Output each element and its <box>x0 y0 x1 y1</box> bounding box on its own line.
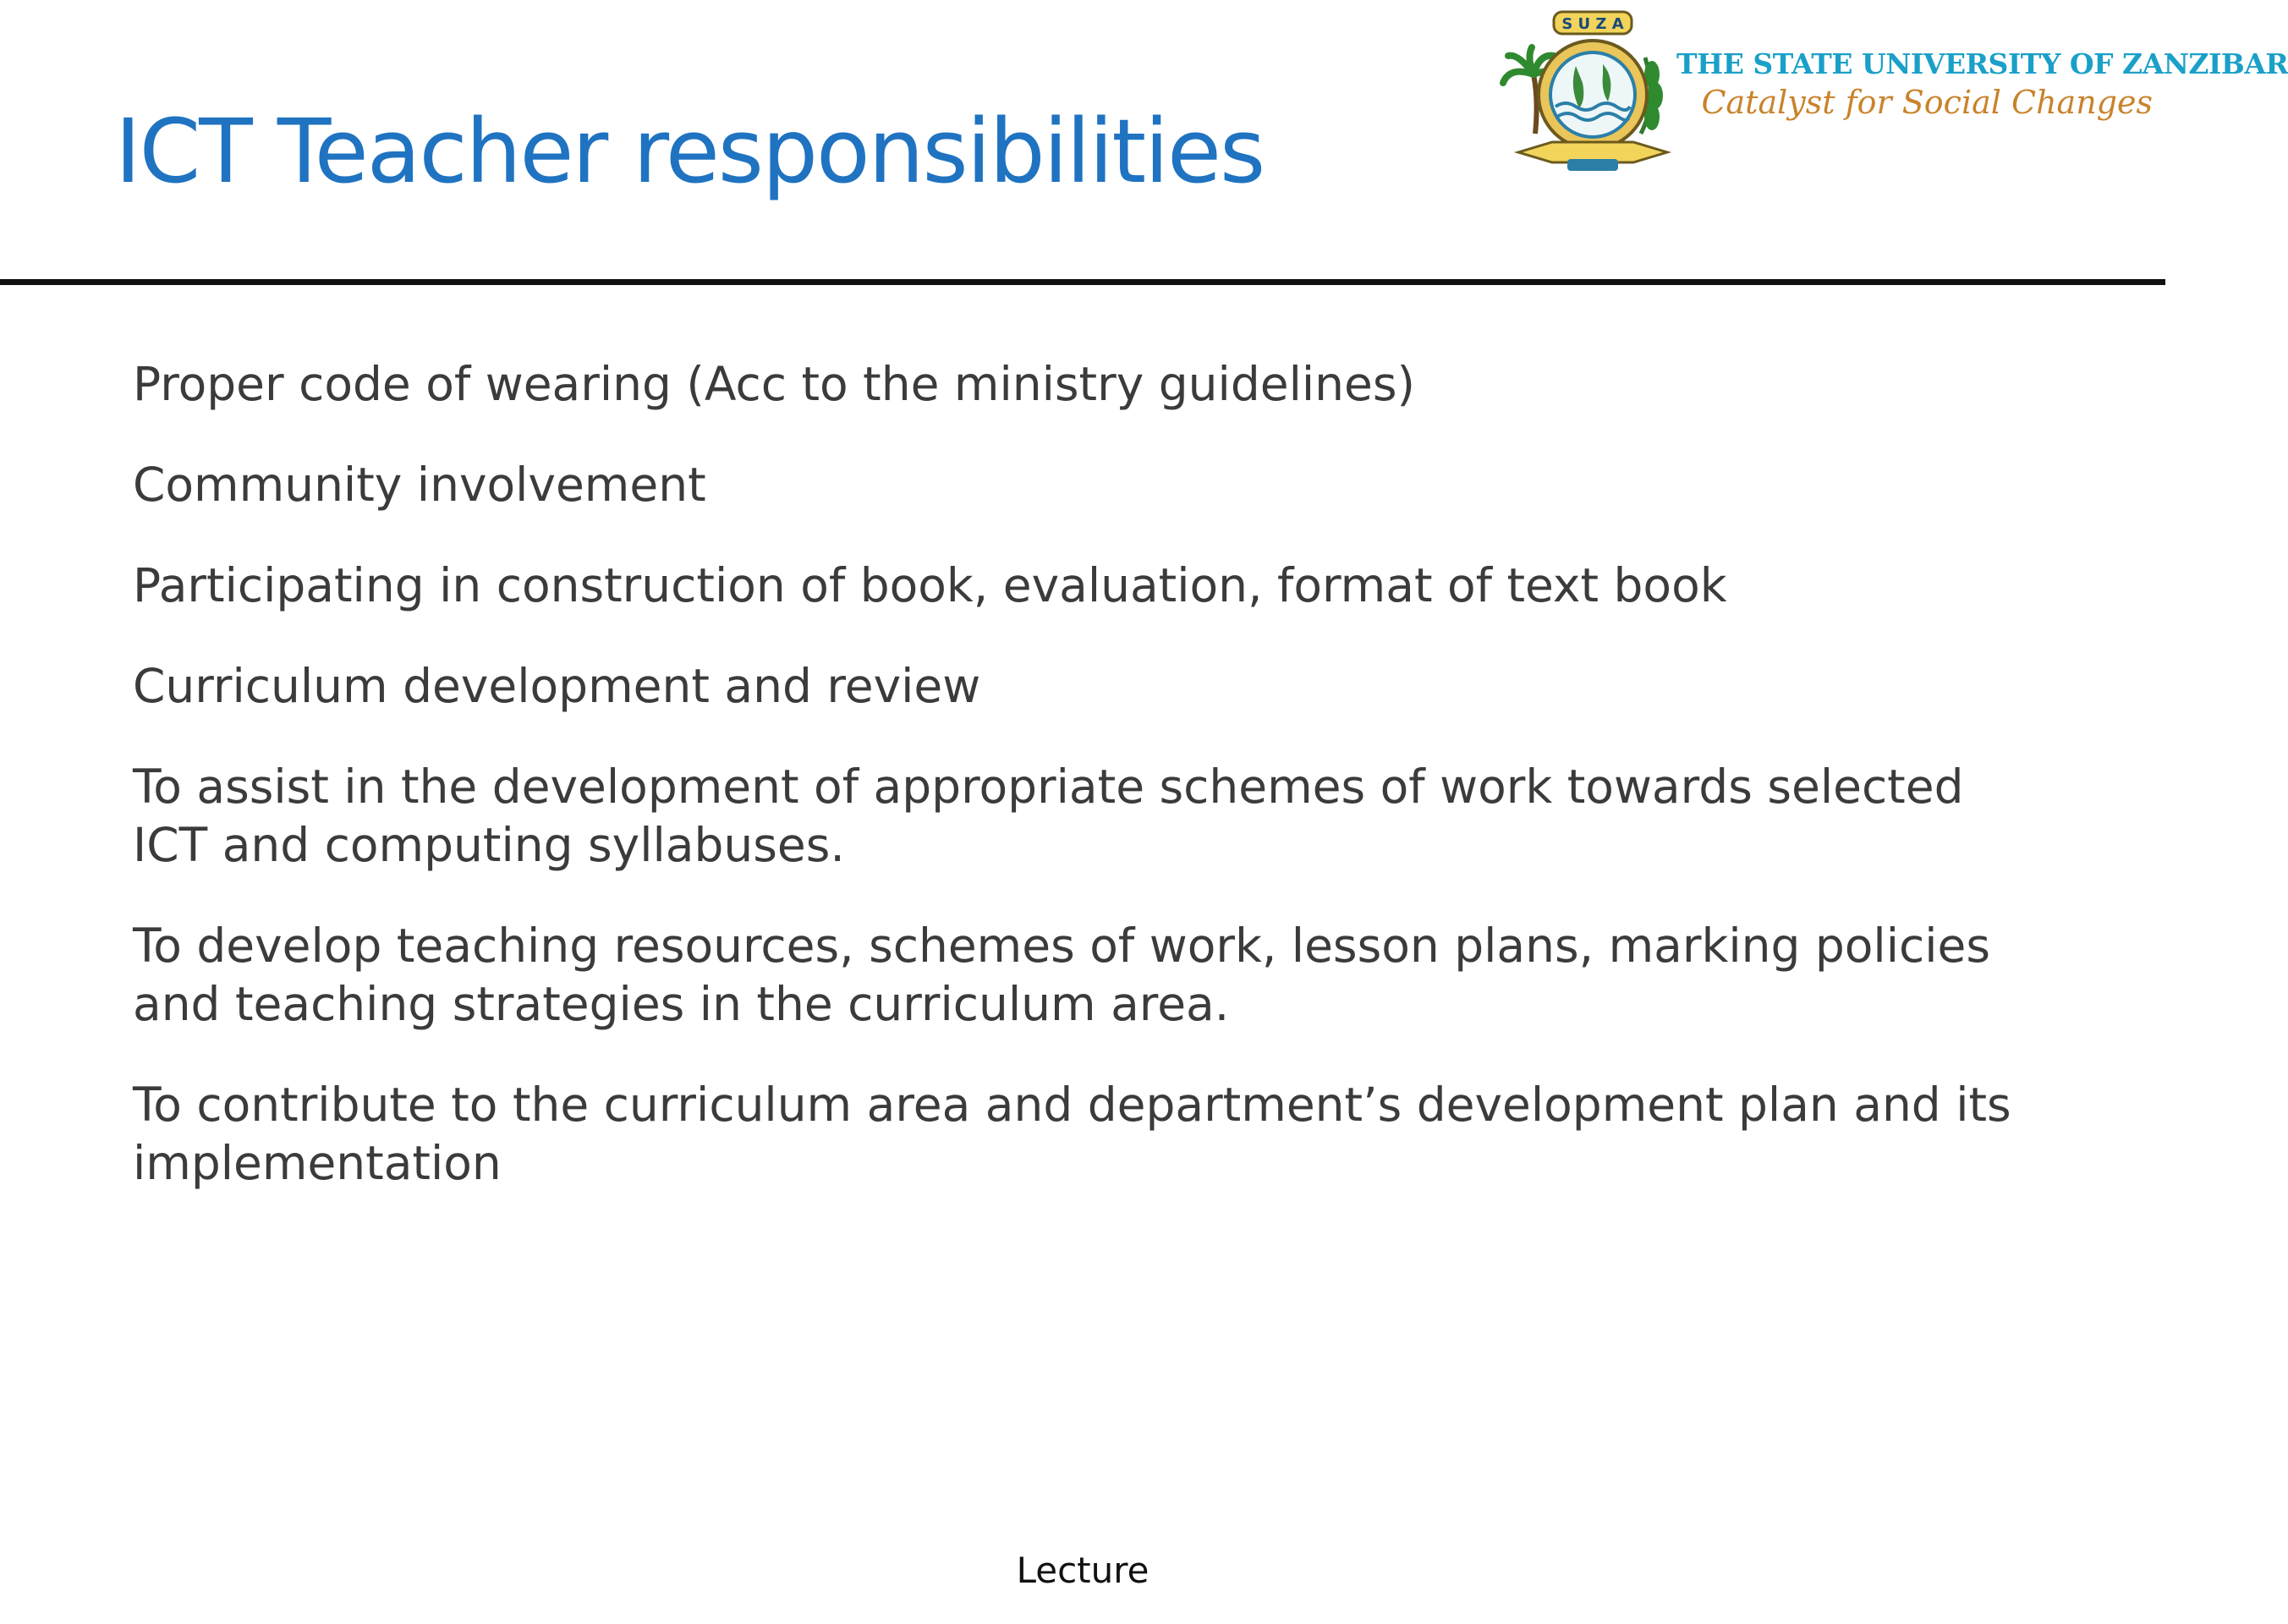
logo-text <box>1676 47 2288 121</box>
slide-footer: Lecture <box>1016 1550 1149 1591</box>
list-item: To assist in the development of appropriate schemes of work towards selected ICT and computing syllabuses. <box>133 760 1964 872</box>
institution-name: THE STATE UNIVERSITY OF ZANZIBAR <box>1676 47 2288 80</box>
list-item: Community involvement <box>133 458 706 512</box>
list-item: Curriculum development and review <box>133 659 981 713</box>
list-item: To develop teaching resources, schemes of work, lesson plans, marking policies and teaching strategies in the curriculum area. <box>133 919 1990 1031</box>
responsibility-list <box>133 355 2027 1235</box>
university-seal-icon <box>1501 7 1679 173</box>
seal-text: S U Z A <box>1561 15 1624 33</box>
list-item: Participating in construction of book, evaluation, format of text book <box>133 558 1727 612</box>
list-item: Proper code of wearing (Acc to the ministry guidelines) <box>133 357 1415 411</box>
list-item: To contribute to the curriculum area and department’s development plan and its implementation <box>133 1078 2011 1190</box>
title-divider <box>0 279 2165 285</box>
slide-title: ICT Teacher responsibilities <box>115 100 1265 203</box>
institution-tagline: Catalyst for Social Changes <box>1701 84 2153 121</box>
university-logo <box>1501 7 2288 173</box>
